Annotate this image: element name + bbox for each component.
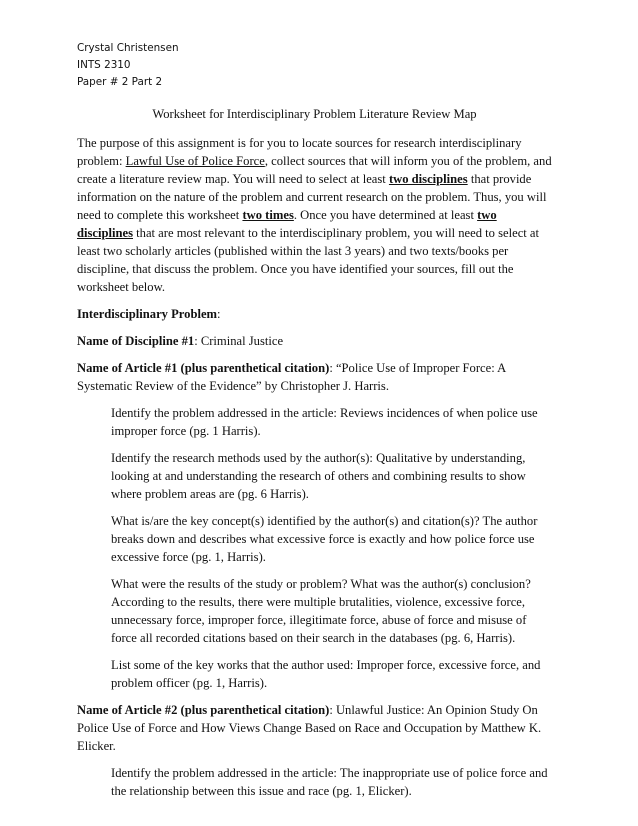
- problem-line: [77, 305, 552, 323]
- intro-text-5: that are most relevant to the interdisciplinary problem, you will need to select at least two scholarly articles (published within the last 3 years) and two texts/books per discipline, that discuss the problem. Once you have identified your sources, fill out the worksheet below.: [77, 226, 540, 294]
- emphasis-two-disciplines-2: two disciplines: [77, 208, 497, 240]
- paper-label: Paper # 2 Part 2: [77, 76, 163, 88]
- discipline-label: Name of Discipline #1: [77, 334, 195, 348]
- article-2-problem: Identify the problem addressed in the article: The inappropriate use of police force and the relationship between this issue and race (pg. 1, Elicker).: [111, 766, 548, 798]
- article-2-label: Name of Article #2 (plus parenthetical citation): [77, 703, 330, 717]
- article-1-problem: Identify the problem addressed in the article: Reviews incidences of when police use improper force (pg. 1 Harris).: [111, 406, 538, 438]
- article-1-concepts: What is/are the key concept(s) identified by the author(s) and citation(s)? The author breaks down and describes what excessive force is exactly and how police force use excessive force (pg. 1, Harris).: [111, 514, 538, 564]
- problem-label: Interdisciplinary Problem: [77, 307, 218, 321]
- article-1-value: : “Police Use of Improper Force: A Systematic Review of the Evidence” by Christopher J. Harris.: [77, 361, 506, 393]
- intro-text-4: . Once you have determined at least: [293, 208, 478, 222]
- article-1-methods: Identify the research methods used by the author(s): Qualitative by understanding, looking at and understanding the research of others and combining results to show where problem areas are (pg. 6 Harris).: [111, 451, 526, 501]
- problem-topic: Lawful Use of Police Force: [125, 154, 265, 168]
- article-1-key-works: List some of the key works that the author used: Improper force, excessive force, and problem officer (pg. 1, Harris).: [111, 658, 541, 690]
- author-name: Crystal Christensen: [77, 42, 179, 54]
- emphasis-two-disciplines: two disciplines: [388, 172, 468, 186]
- intro-paragraph: [77, 134, 552, 296]
- article-1-results: What were the results of the study or problem? What was the author(s) conclusion? According to the results, there were multiple brutalities, violence, excessive force, unnecessary force, improper force, illegitimate force, abuse of force and misuse of force all recorded citations based on their search in the databases (pg. 6, Harris).: [111, 577, 531, 645]
- article-1-label: Name of Article #1 (plus parenthetical citation): [77, 361, 330, 375]
- intro-text-1: The purpose of this assignment is for you to locate sources for research interdisciplinary problem:: [77, 136, 522, 168]
- problem-colon: :: [217, 307, 221, 321]
- article-2-line: [77, 701, 552, 755]
- discipline-value: : Criminal Justice: [194, 334, 284, 348]
- document-title: Worksheet for Interdisciplinary Problem Literature Review Map: [152, 107, 477, 121]
- article-2-value: : Unlawful Justice: An Opinion Study On Police Use of Force and How Views Change Based on Race and Occupation by Matthew K. Elicker.: [77, 703, 542, 753]
- intro-text-2: , collect sources that will inform you of the problem, and create a literature review map. You will need to select at least: [77, 154, 552, 186]
- emphasis-two-times: two times: [242, 208, 294, 222]
- intro-text-3: that provide information on the nature of the problem and current research on the problem. Thus, you will need to complete this worksheet: [77, 172, 547, 222]
- author-header: [77, 40, 552, 91]
- discipline-line: [77, 332, 552, 350]
- course-number: INTS 2310: [77, 59, 131, 71]
- article-1-line: [77, 359, 552, 395]
